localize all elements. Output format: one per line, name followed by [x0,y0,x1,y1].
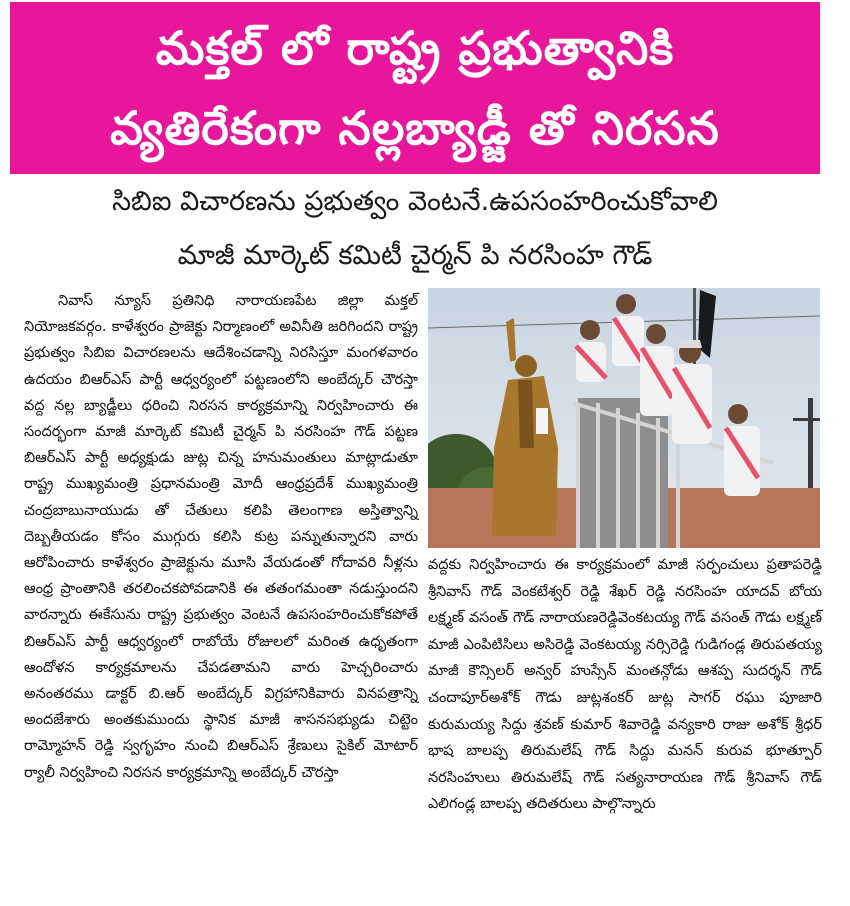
headline-banner [10,2,820,174]
subheading-1: సిబిఐ విచారణను ప్రభుత్వం వెంటనే.ఉపసంహరించుకోవాలి [112,186,718,217]
article-column-right [428,552,822,818]
headline-line-2: వ్యతిరేకంగా నల్లబ్యాడ్జీ తో నిరసన [110,101,720,155]
headline-line-1: మక్తల్ లో రాష్ట్ర ప్రభుత్వానికి [155,21,675,75]
news-photo [428,288,820,548]
article-column-left [24,288,418,786]
protest-photo-illustration [428,288,820,548]
article-body-left: నివాస్ న్యూస్ ప్రతినిధి నారాయణపేట జిల్లా మక్తల్ నియోజకవర్గం. కాళేశ్వరం ప్రాజెక్టు నిర్మాణంలో అవినీతి జరిగిందని రాష్ట్ర ప్రభుత్వం సిబిఐ విచారణలను ఆదేశించడాన్ని నిరసిస్తూ మంగళవారం ఉదయం బిఆర్ఎస్ పార్టీ ఆధ్వర్యంలో పట్టణంలోని అంబేద్కర్ చౌరస్తా వద్ద నల్ల బ్యాడ్జీలు ధరించి నిరసన కార్యక్రమాన్ని నిర్వహించారు ఈ సందర్భంగా మాజీ మార్కెట్ కమిటీ చైర్మన్ పి నరసింహ గౌడ్ పట్టణ బిఆర్ఎస్ పార్టీ అధ్యక్షుడు జుట్ల చిన్న హనుమంతులు మాట్లాడుతూ రాష్ట్ర ముఖ్యమంత్రి ప్రధానమంత్రి మోదీ ఆంధ్రప్రదేశ్ ముఖ్యమంత్రి చంద్రబాబునాయుడు తో చేతులు కలిపి తెలంగాణ అస్తిత్వాన్ని దెబ్బతీయడం కోసం ముగ్గురు కలిసి కుట్ర పన్నుతున్నారని వారు ఆరోపించారు కాళేశ్వరం ప్రాజెక్టును మూసి వేయడంతో గోదావరి నీళ్లను ఆంధ్ర ప్రాంతానికి తరలించకపోవడానికి ఈ తతంగమంతా నడుస్తుందని వారన్నారు ఈకేసును రాష్ట్ర ప్రభుత్వం వెంటనే ఉపసంహరించుకోకపోతే బిఆర్ఎస్ పార్టీ ఆధ్వర్యంలో రాబోయే రోజులలో మరింత ఉధృతంగా ఆందోళన కార్యక్రమాలను చేపడతామని వారు హెచ్చరించారు అనంతరము డాక్టర్ బి.ఆర్ అంబేద్కర్ విగ్రహానికివారు వినపత్రాన్ని అందజేశారు అంతకుముందు స్థానిక మాజీ శాసనసభ్యుడు చిట్టెం రామ్మోహన్ రెడ్డి స్వగృహం నుంచి బిఆర్ఎస్ శ్రేణులు సైకిల్ మోటార్ ర్యాలీ నిర్వహించి నిరసన కార్యక్రమాన్ని అంబేద్కర్ చౌరస్తా [24,293,418,781]
article-body-right: వద్దకు నిర్వహించారు ఈ కార్యక్రమంలో మాజీ సర్పంచులు ప్రతాపరెడ్డి శ్రీనివాస్ గౌడ్ వెంకటేశ్వర్ రెడ్డి శేఖర్ రెడ్డి నరసింహ యాదవ్ బోయ లక్ష్మణ్ వసంత్ గౌడ్ నారాయణరెడ్డివెంకటయ్య గౌడ్ వసంత్ గౌడు లక్ష్మణ్ మాజీ ఎంపిటిసిలు అసిరెడ్డి వెంకటయ్య నర్సిరెడ్డి గుడిగండ్ల తిరుపతయ్య మాజీ కౌన్సిలర్ అన్వర్ హుస్సేన్ మంతన్గోడు ఆశప్ప సుదర్శన్ గౌడ్ చందాపూర్అశోక్ గౌడు జుట్లశంకర్ జుట్ల సాగర్ రఘు పూజారి కురుమయ్య సిద్దు శ్రవణ్ కుమార్ శివారెడ్డి వన్యకారి రాజు అశోక్ శ్రీధర్ భాష బాలప్ప తిరుమలేష్ గౌడ్ సిద్దు మనన్ కురువ భూత్పూర్ నరసింహులు తిరుమలేష్ గౌడ్ సత్యనారాయణ గౌడ్ శ్రీనివాస్ గౌడ్ ఎలిగండ్ల బాలప్ప తదితరులు పాల్గొన్నారు [428,557,822,813]
subheading-2: మాజీ మార్కెట్ కమిటీ చైర్మన్ పి నరసింహ గౌడ్ [177,240,653,271]
